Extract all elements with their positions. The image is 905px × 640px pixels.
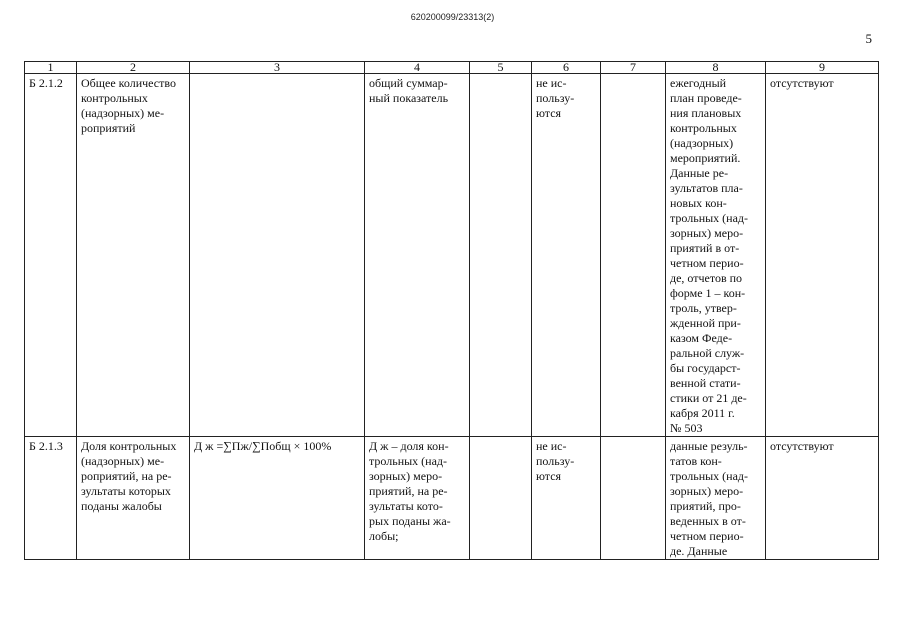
- indicator-table: [24, 61, 879, 560]
- column-header: 9: [766, 62, 879, 74]
- indicator-name: Доля контрольных (надзорных) ме- роприятий, на ре- зультаты которых поданы жалобы: [77, 437, 190, 560]
- source-cell: данные резуль- татов кон- трольных (над- зорных) меро- приятий, про- веденных в от- четном перио- де. Данные: [666, 437, 766, 560]
- column-header: 4: [365, 62, 470, 74]
- indicator-code: Б 2.1.2: [25, 74, 77, 437]
- table-cell: отсутствуют: [766, 437, 879, 560]
- table-header-row: [25, 62, 879, 74]
- source-cell: ежегодный план проведе- ния плановых контрольных (надзорных) мероприятий. Данные ре- зультатов пла- новых кон- трольных (над- зорных) меро- приятий в от- четном перио- де, отчетов по форме 1 – кон- троль, утвер- жденной при- казом Феде- ральной служ- бы государст- венной стати- стики от 21 де- кабря 2011 г. № 503: [666, 74, 766, 437]
- table-row: [25, 74, 879, 437]
- table-cell: [470, 437, 532, 560]
- column-header: 3: [190, 62, 365, 74]
- description-cell: общий суммар- ный показатель: [365, 74, 470, 437]
- column-header: 2: [77, 62, 190, 74]
- indicator-name: Общее количество контрольных (надзорных) ме- роприятий: [77, 74, 190, 437]
- table-cell: [601, 74, 666, 437]
- table-cell: не ис- пользу- ются: [532, 74, 601, 437]
- description-cell: Д ж – доля кон- трольных (над- зорных) меро- приятий, на ре- зультаты кото- рых поданы жа- лобы;: [365, 437, 470, 560]
- table-row: [25, 437, 879, 560]
- column-header: 6: [532, 62, 601, 74]
- column-header: 8: [666, 62, 766, 74]
- table-cell: [601, 437, 666, 560]
- indicator-code: Б 2.1.3: [25, 437, 77, 560]
- column-header: 5: [470, 62, 532, 74]
- table-cell: не ис- пользу- ются: [532, 437, 601, 560]
- column-header: 1: [25, 62, 77, 74]
- document-code: 620200099/23313(2): [410, 12, 495, 22]
- column-header: 7: [601, 62, 666, 74]
- formula-cell: Д ж =∑Пж/∑Побщ × 100%: [190, 437, 365, 560]
- page-number: 5: [865, 31, 872, 46]
- table-cell: отсутствуют: [766, 74, 879, 437]
- formula-cell: [190, 74, 365, 437]
- table-cell: [470, 74, 532, 437]
